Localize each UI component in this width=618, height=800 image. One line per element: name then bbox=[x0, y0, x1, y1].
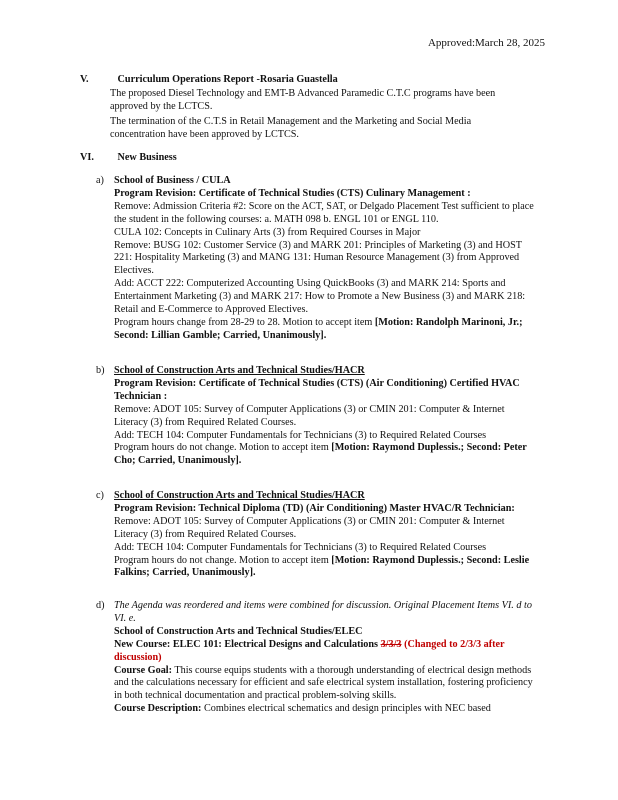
school-heading: School of Construction Arts and Technical Studies/HACR bbox=[114, 365, 365, 376]
item-label: d) bbox=[96, 600, 105, 611]
section-number: VI. bbox=[80, 152, 94, 163]
bullet-icon bbox=[88, 116, 98, 129]
bullet-text: The termination of the C.T.S in Retail Management and the Marketing and Social Media concentration have been approved by LCTCS. bbox=[110, 116, 472, 140]
revision-line: Remove: BUSG 102: Customer Service (3) and MARK 201: Principles of Marketing (3) and HOST 221: Hospitality Marketing (3) and MANG 131: Human Resource Management (3) from Approved Electives. bbox=[114, 239, 522, 277]
item-label: c) bbox=[96, 490, 104, 501]
closing-text: Program hours do not change. Motion to accept item bbox=[114, 442, 329, 454]
course-goal-label: Course Goal: bbox=[114, 664, 173, 676]
section-v-bullet-1 bbox=[88, 88, 528, 114]
revision-title: Program Revision: Technical Diploma (TD) (Air Conditioning) Master HVAC/R Technician: bbox=[114, 502, 515, 514]
school-heading: School of Construction Arts and Technical Studies/HACR bbox=[114, 490, 365, 501]
revision-line: Add: TECH 104: Computer Fundamentals for Technicians (3) to Required Related Courses bbox=[114, 429, 487, 441]
revision-line: Add: TECH 104: Computer Fundamentals for Technicians (3) to Required Related Courses bbox=[114, 541, 487, 553]
revision-line: Remove: Admission Criteria #2: Score on the ACT, SAT, or Delgado Placement Test sufficient to place the student in the following courses: a. MATH 098 b. ENGL 101 or ENGL 110. bbox=[114, 200, 534, 225]
bullet-text: The proposed Diesel Technology and EMT-B Advanced Paramedic C.T.C programs have been approved by the LCTCS. bbox=[110, 88, 496, 112]
revision-line: Remove: ADOT 105: Survey of Computer Applications (3) or CMIN 201: Computer & Internet Literacy (3) from Required Related Courses. bbox=[114, 515, 505, 540]
motion-text: [Motion: Raymond Duplessis.; Second: Leslie Falkins; Carried, Unanimously]. bbox=[114, 554, 530, 579]
course-description-label: Course Description: bbox=[114, 703, 202, 715]
course-goal-text: This course equips students with a thorough understanding of electrical design methods and the calculations necessary for efficient and safe electrical system installation, fostering proficiency in both technical documentation and practical problem-solving skills. bbox=[114, 664, 533, 702]
course-title: New Course: ELEC 101: Electrical Designs and Calculations bbox=[114, 638, 379, 650]
item-label: b) bbox=[96, 365, 105, 376]
motion-text: [Motion: Raymond Duplessis.; Second: Peter Cho; Carried, Unanimously]. bbox=[114, 442, 527, 467]
revision-line: Add: ACCT 222: Computerized Accounting Using QuickBooks (3) and MARK 214: Sports and Entertainment Marketing (3) and MARK 217: How to Promote a New Business (3) and MARK 218: Retail and E-Commerce to Approved Electives. bbox=[114, 278, 526, 316]
section-number: V. bbox=[80, 74, 89, 85]
section-v-heading bbox=[80, 74, 338, 87]
section-title: New Business bbox=[117, 152, 177, 163]
section-v-bullet-2 bbox=[88, 116, 528, 142]
revision-title: Program Revision: Certificate of Technical Studies (CTS) Culinary Management : bbox=[114, 187, 471, 199]
item-d bbox=[96, 600, 536, 716]
school-heading: School of Business / CULA bbox=[114, 175, 231, 186]
item-a bbox=[96, 175, 536, 343]
section-title: Curriculum Operations Report -Rosaria Guastella bbox=[117, 74, 338, 85]
closing-text: Program hours do not change. Motion to accept item bbox=[114, 554, 329, 566]
changed-hours: (Changed to 2/3/3 after discussion) bbox=[114, 638, 505, 663]
revision-line: CULA 102: Concepts in Culinary Arts (3) from Required Courses in Major bbox=[114, 226, 421, 238]
school-heading: School of Construction Arts and Technical Studies/ELEC bbox=[114, 625, 363, 637]
struck-hours: 3/3/3 bbox=[380, 638, 402, 650]
item-label: a) bbox=[96, 175, 104, 186]
bullet-icon bbox=[88, 88, 98, 101]
closing-text: Program hours change from 28-29 to 28. Motion to accept item bbox=[114, 316, 373, 328]
motion-text: [Motion: Randolph Marinoni, Jr.; Second: Lillian Gamble; Carried, Unanimously]. bbox=[114, 316, 523, 341]
item-b bbox=[96, 365, 536, 468]
item-c bbox=[96, 490, 536, 580]
revision-title: Program Revision: Certificate of Technical Studies (CTS) (Air Conditioning) Certified HVAC Technician : bbox=[114, 377, 520, 402]
course-description-text: Combines electrical schematics and design principles with NEC based bbox=[203, 703, 491, 715]
approval-date: Approved:March 28, 2025 bbox=[427, 37, 545, 49]
section-vi-heading bbox=[80, 152, 177, 165]
revision-line: Remove: ADOT 105: Survey of Computer Applications (3) or CMIN 201: Computer & Internet Literacy (3) from Required Related Courses. bbox=[114, 403, 505, 428]
agenda-note: The Agenda was reordered and items were combined for discussion. Original Placement Items VI. d to VI. e. bbox=[114, 600, 532, 624]
